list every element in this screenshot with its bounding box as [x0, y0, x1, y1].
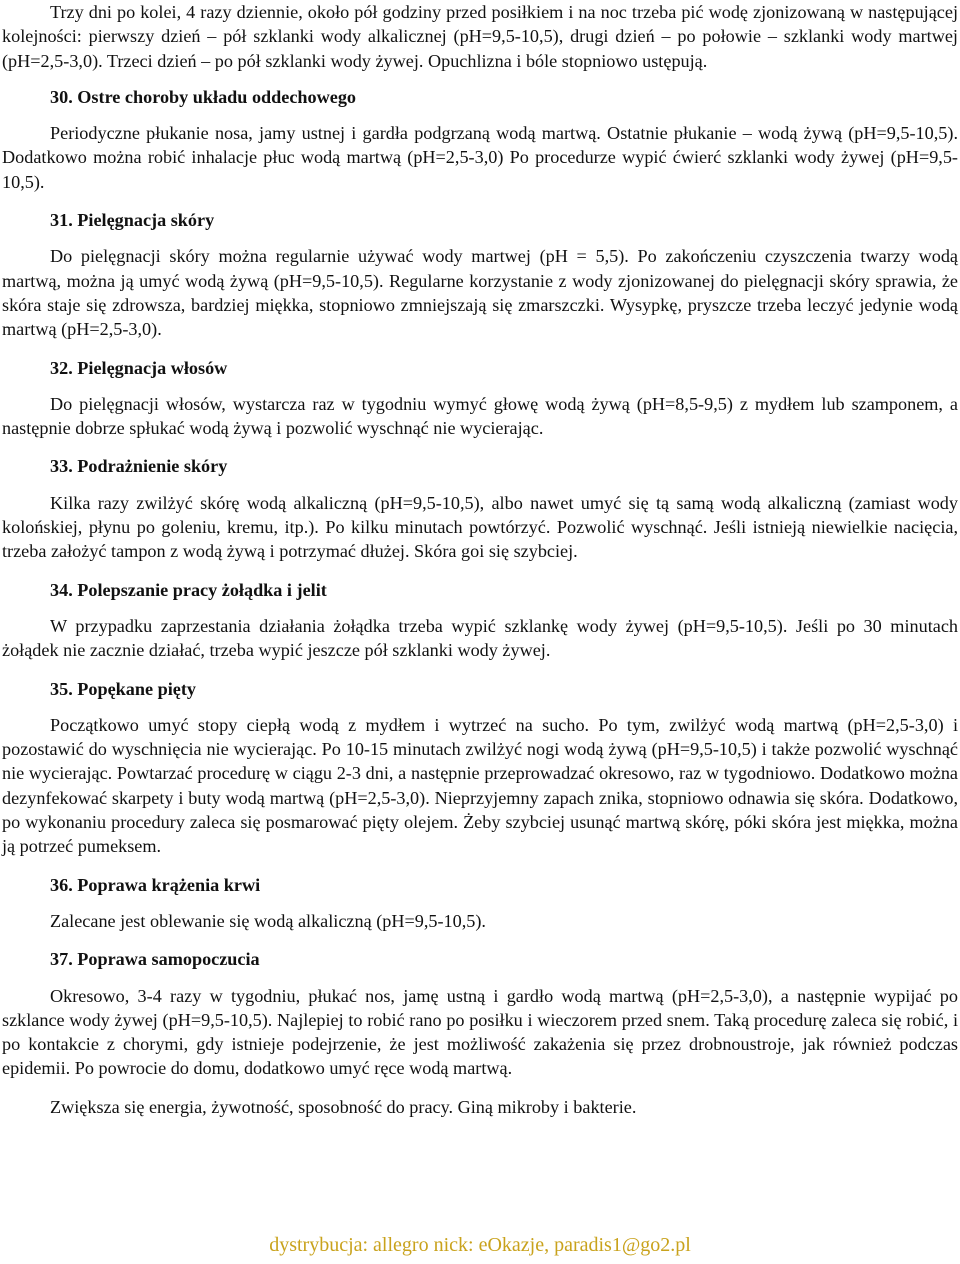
- section-heading: 32. Pielęgnacja włosów: [50, 357, 228, 378]
- section-heading: 30. Ostre choroby układu oddechowego: [50, 86, 357, 107]
- intro-paragraph: Trzy dni po kolei, 4 razy dziennie, około pół godziny przed posiłkiem i na noc trzeba pić wodę zjonizowaną w następującej kolejności: pierwszy dzień – pół szklanki wody alkalicznej (pH=9,5-10,5), drugi dzień – po połowie – szklanki wody martwej (pH=2,5-3,0). Trzeci dzień – po pół szklanki wody żywej. Opuchlizna i bóle stopniowo ustępują.: [2, 2, 958, 71]
- section-34: [2, 578, 958, 663]
- footer-distribution-note: dystrybucja: allegro nick: eOkazje, paradis1@go2.pl: [269, 1234, 691, 1256]
- section-paragraph: Zwiększa się energia, żywotność, sposobność do pracy. Giną mikroby i bakterie.: [50, 1096, 637, 1117]
- section-37: [2, 947, 958, 1119]
- section-36: [2, 873, 958, 934]
- section-32: [2, 356, 958, 441]
- section-33: [2, 454, 958, 563]
- section-heading: 35. Popękane pięty: [50, 678, 197, 699]
- section-paragraph: Okresowo, 3-4 razy w tygodniu, płukać nos, jamę ustną i gardło wodą martwą (pH=2,5-3,0), a następnie wypijać po szklance wody żywej (pH=9,5-10,5). Najlepiej to robić rano po posiłku i wieczorem przed snem. Taką procedurę zaleca się robić, i po kontakcie z chorymi, gdy istnieje podejrzenie, że jest możliwość zakażenia się przez drobnoustroje, jak również podczas epidemii. Po powrocie do domu, dodatkowo umyć ręce wodą martwą.: [2, 985, 958, 1079]
- section-paragraph: Do pielęgnacji skóry można regularnie używać wody martwej (pH = 5,5). Po zakończeniu czyszczenia twarzy wodą martwą, można ją umyć wodą żywą (pH=9,5-10,5). Regularne korzystanie z wody zjonizowanej do pielęgnacji skóry sprawia, że skóra staje się zdrowsza, bardziej miękka, stopniowo zmniejszają się zmarszczki. Wysypkę, pryszcze trzeba leczyć jedynie wodą martwą (pH=2,5-3,0).: [2, 246, 958, 340]
- section-heading: 31. Pielęgnacja skóry: [50, 210, 215, 231]
- section-paragraph: Periodyczne płukanie nosa, jamy ustnej i gardła podgrzaną wodą martwą. Ostatnie płukanie – wodą żywą (pH=9,5-10,5). Dodatkowo można robić inhalacje płuc wodą martwą (pH=2,5-3,0) Po procedurze wypić ćwierć szklanki wody żywej (pH=9,5-10,5).: [2, 123, 958, 192]
- section-paragraph: Początkowo umyć stopy ciepłą wodą z mydłem i wytrzeć na sucho. Po tym, zwilżyć wodą martwą (pH=2,5-3,0) i pozostawić do wyschnięcia nie wycierając. Po 10-15 minutach zwilżyć nogi wodą żywą (pH=9,5-10,5) i także pozwolić wyschnąć nie wycierając. Powtarzać procedurę w ciągu 2-3 dni, a następnie przeprowadzać okresowo, raz w tygodniowo. Dodatkowo można dezynfekować skarpety i buty wodą martwą (pH=2,5-3,0). Nieprzyjemny zapach znika, stopniowo odnawia się skóra. Dodatkowo, po wykonaniu procedury zaleca się posmarować pięty olejem. Żeby szybciej usunąć martwą skórę, póki skóra jest miękka, można ją potrzeć pumeksem.: [2, 714, 958, 857]
- section-heading: 34. Polepszanie pracy żołądka i jelit: [50, 579, 327, 600]
- section-heading: 37. Poprawa samopoczucia: [50, 949, 260, 970]
- section-30: [2, 85, 958, 194]
- section-paragraph: Zalecane jest oblewanie się wodą alkaliczną (pH=9,5-10,5).: [50, 910, 486, 931]
- section-heading: 36. Poprawa krążenia krwi: [50, 874, 261, 895]
- section-31: [2, 208, 958, 341]
- section-paragraph: Do pielęgnacji włosów, wystarcza raz w tygodniu wymyć głowę wodą żywą (pH=8,5-9,5) z mydłem lub szamponem, a następnie dobrze spłukać wodą żywą i pozwolić wyschnąć nie wycierając.: [2, 393, 958, 439]
- document-page: [2, 0, 958, 1119]
- section-paragraph: W przypadku zaprzestania działania żołądka trzeba wypić szklankę wody żywej (pH=9,5-10,5). Jeśli po 30 minutach żołądek nie zacznie działać, trzeba wypić jeszcze pół szklanki wody żywej.: [2, 615, 958, 661]
- section-paragraph: Kilka razy zwilżyć skórę wodą alkaliczną (pH=9,5-10,5), albo nawet umyć się tą samą wodą alkaliczną (zamiast wody kolońskiej, płynu po goleniu, kremu, itp.). Po kilku minutach powtórzyć. Pozwolić wyschnąć. Jeśli istnieją niewielkie nacięcia, trzeba założyć tampon z wodą żywą i potrzymać dłużej. Skóra goi się szybciej.: [2, 492, 958, 562]
- section-heading: 33. Podrażnienie skóry: [50, 456, 228, 477]
- section-35: [2, 677, 958, 859]
